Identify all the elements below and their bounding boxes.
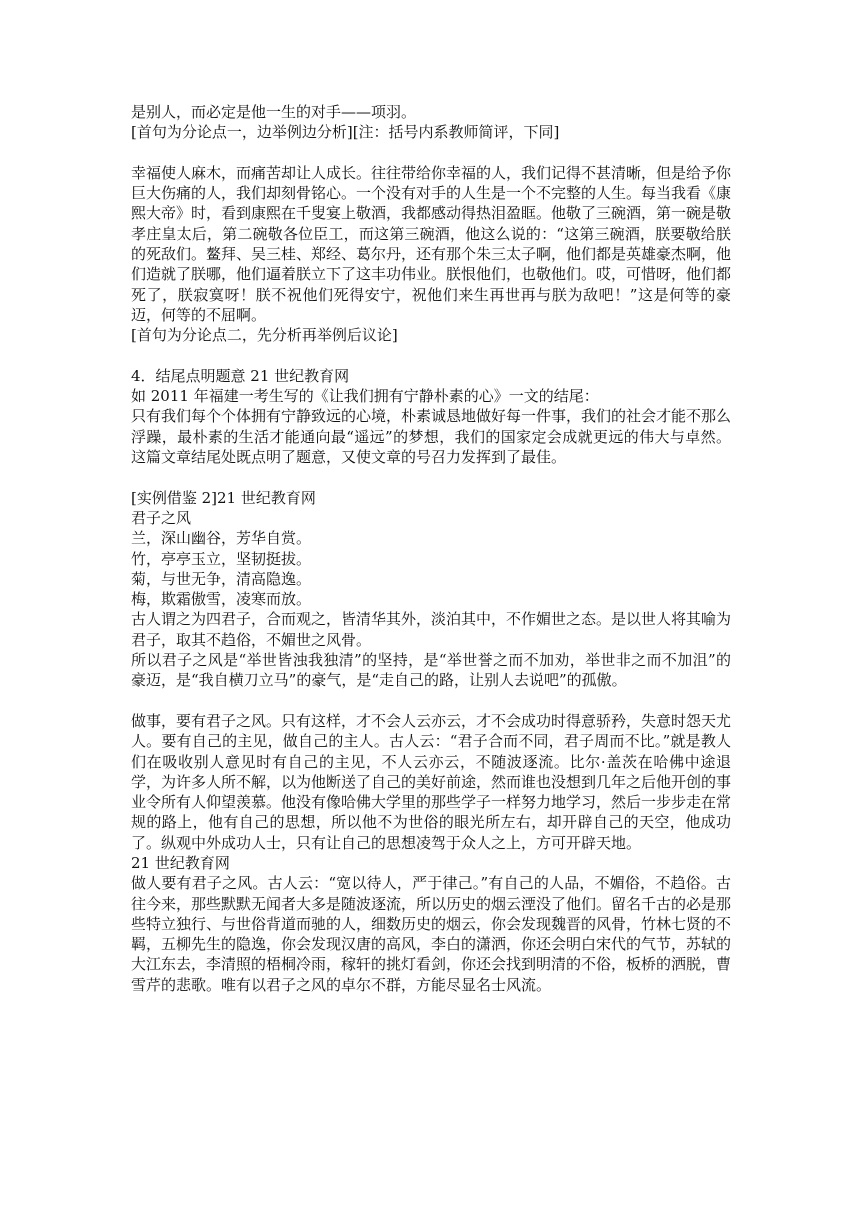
- paragraph: [首句为分论点一，边举例边分析][注：括号内系教师简评，下同]: [131, 123, 560, 142]
- document-page: [131, 102, 731, 995]
- paragraph: 如 2011 年福建一考生写的《让我们拥有宁静朴素的心》一文的结尾：: [131, 387, 599, 406]
- blank-line: [131, 467, 731, 487]
- paragraph: 菊，与世无争，清高隐逸。: [131, 569, 312, 588]
- blank-line: [131, 346, 731, 366]
- paragraph: 做人要有君子之风。古人云：“宽以待人，严于律己。”有自己的人品，不媚俗，不趋俗。古往今来，那些默默无闻者大多是随波逐流，所以历史的烟云湮没了他们。留名千古的必是那些特立独行、与世俗背道而驰的人，细数历史的烟云，你会发现魏晋的风骨，竹林七贤的不羁，五柳先生的隐逸，你会发现汉唐的高风，李白的潇洒，你还会明白宋代的气节，苏轼的大江东去，李清照的梧桐冷雨，稼轩的挑灯看剑，你还会找到明清的不俗，板桥的洒脱，曹雪芹的悲歌。唯有以君子之风的卓尔不群，方能尽显名士风流。: [131, 874, 732, 994]
- blank-line: [131, 143, 731, 163]
- paragraph: 4．结尾点明题意 21 世纪教育网: [131, 366, 350, 385]
- paragraph: 做事，要有君子之风。只有这样，才不会人云亦云，才不会成功时得意骄矜，失意时怨天尤人。要有自己的主见，做自己的主人。古人云：“君子合而不同，君子周而不比。”就是教人们在吸收别人意见时有自己的主见，不人云亦云，不随波逐流。比尔·盖茨在哈佛中途退学，为许多人所不解，以为他断送了自己的美好前途，然而谁也没想到几年之后他开创的事业令所有人仰望羡慕。他没有像哈佛大学里的那些学子一样努力地学习，然后一步步走在常规的路上，他有自己的思想，所以他不为世俗的眼光所左右，却开辟自己的天空，他成功了。纵观中外成功人士，只有让自己的思想凌驾于众人之上，方可开辟天地。: [131, 711, 732, 852]
- paragraph: 君子之风: [131, 508, 192, 527]
- paragraph: 只有我们每个个体拥有宁静致远的心境，朴素诚恳地做好每一件事，我们的社会才能不那么浮躁，最朴素的生活才能通向最“遥远”的梦想，我们的国家定会成就更远的伟大与卓然。这篇文章结尾处既点明了题意，又使文章的号召力发挥到了最佳。: [131, 407, 732, 467]
- paragraph: 竹，亭亭玉立，坚韧挺拔。: [131, 549, 312, 568]
- paragraph: [首句为分论点二，先分析再举例后议论]: [131, 326, 398, 345]
- paragraph: 是别人，而必定是他一生的对手——项羽。: [131, 103, 417, 121]
- paragraph: [实例借鉴 2]21 世纪教育网: [131, 488, 316, 507]
- blank-line: [131, 691, 731, 711]
- paragraph: 所以君子之风是“举世皆浊我独清”的坚持，是“举世誉之而不加劝，举世非之而不加沮”的豪迈，是“我自横刀立马”的豪气，是“走自己的路，让别人去说吧”的孤傲。: [131, 651, 731, 690]
- paragraph: 兰，深山幽谷，芳华自赏。: [131, 529, 312, 548]
- paragraph: 古人谓之为四君子，合而观之，皆清华其外，淡泊其中，不作媚世之态。是以世人将其喻为君子，取其不趋俗，不媚世之风骨。: [131, 610, 732, 649]
- paragraph: 梅，欺霜傲雪，凌寒而放。: [131, 590, 312, 609]
- paragraph: 21 世纪教育网: [131, 853, 230, 872]
- paragraph: 幸福使人麻木，而痛苦却让人成长。往往带给你幸福的人，我们记得不甚清晰，但是给予你巨大伤痛的人，我们却刻骨铭心。一个没有对手的人生是一个不完整的人生。每当我看《康熙大帝》时，看到康熙在千叟宴上敬酒，我都感动得热泪盈眶。他敬了三碗酒，第一碗是敬孝庄皇太后，第二碗敬各位臣工，而这第三碗酒，他这么说的：“这第三碗酒，朕要敬给朕的死敌们。鳌拜、吴三桂、郑经、葛尔丹，还有那个朱三太子啊，他们都是英雄豪杰啊，他们造就了朕哪，他们逼着朕立下了这丰功伟业。朕恨他们，也敬他们。哎，可惜呀，他们都死了，朕寂寞呀！朕不祝他们死得安宁，祝他们来生再世再与朕为敌吧！”这是何等的豪迈，何等的不屈啊。: [131, 163, 732, 324]
